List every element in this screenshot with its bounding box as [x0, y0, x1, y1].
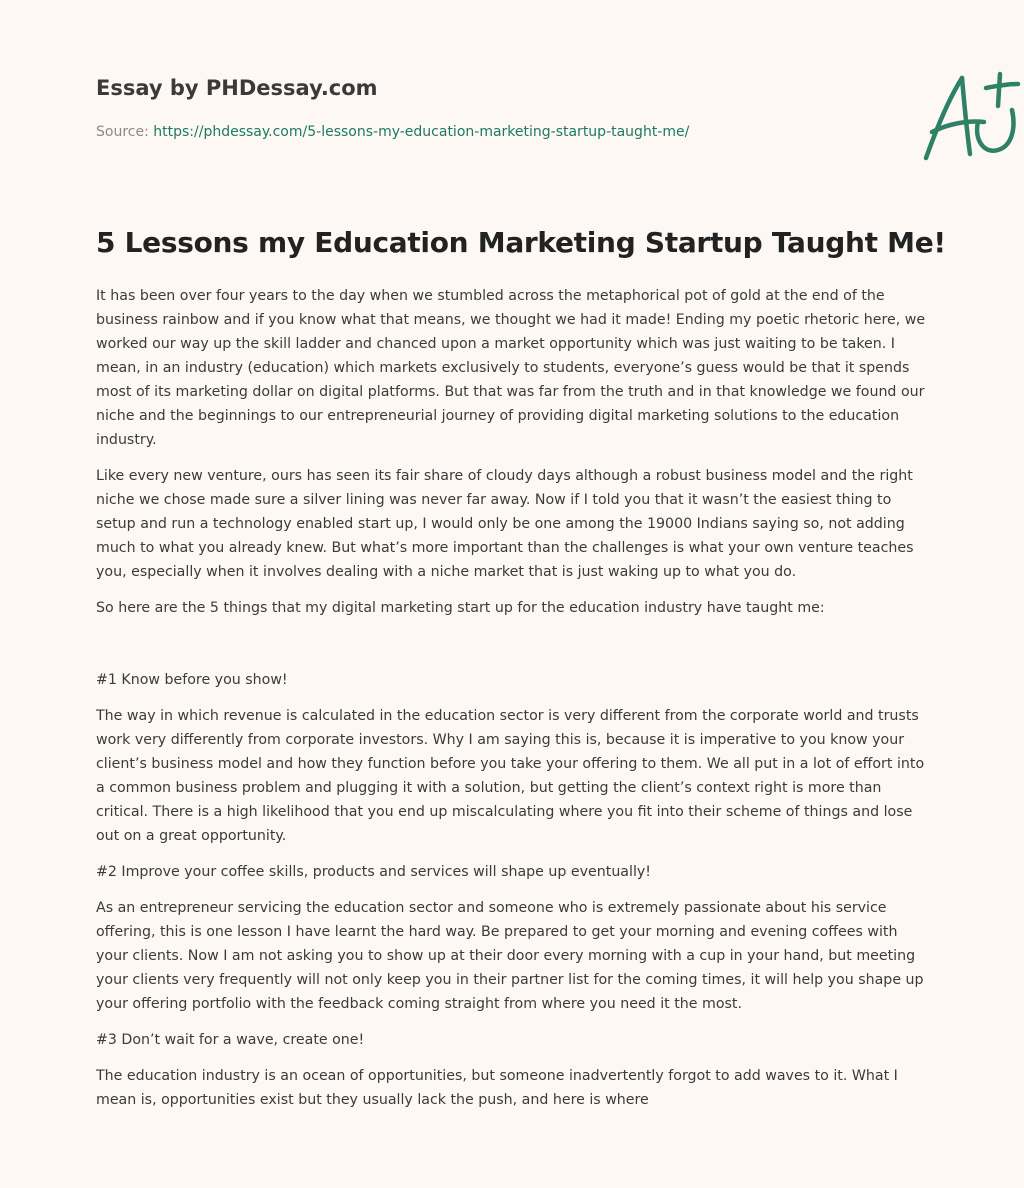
paragraph-lesson-1: The way in which revenue is calculated in the education sector is very different from the corporate world and trusts work very differently from corporate investors. Why I am saying this is, because it is imperative to you know your client’s business model and how they function before you take your offering to them. We all put in a lot of effort into a common business problem and plugging it with a solution, but getting the client’s context right is more than critical. There is a high likelihood that you end up miscalculating where you fit into their scheme of things and lose out on a great opportunity. — [96, 708, 925, 844]
source-link[interactable]: https://phdessay.com/5-lessons-my-education-marketing-startup-taught-me/ — [153, 124, 690, 140]
paragraph-2: Like every new venture, ours has seen its fair share of cloudy days although a robust business model and the right niche we chose made sure a silver lining was never far away. Now if I told you that it wasn’t the easiest thing to setup and run a technology enabled start up, I would only be one among the 19000 Indians saying so, not adding much to what you already knew. But what’s more important than the challenges is what your own venture teaches you, especially when it involves dealing with a niche market that is just waking up to what you do. — [96, 468, 914, 580]
paragraph-spacer — [96, 632, 932, 656]
heading-lesson-2: #2 Improve your coffee skills, products and services will shape up eventually! — [96, 864, 651, 880]
heading-lesson-3: #3 Don’t wait for a wave, create one! — [96, 1032, 365, 1048]
paragraph-1: It has been over four years to the day when we stumbled across the metaphorical pot of gold at the end of the business rainbow and if you know what that means, we thought we had it made! Ending my poetic rhetoric here, we worked our way up the skill ladder and chanced upon a market opportunity which was just waiting to be taken. I mean, in an industry (education) which markets exclusively to students, everyone’s guess would be that it spends most of its marketing dollar on digital platforms. But that was far from the truth and in that knowledge we found our niche and the beginnings to our entrepreneurial journey of providing digital marketing solutions to the education industry. — [96, 288, 926, 448]
paragraph-lesson-3: The education industry is an ocean of opportunities, but someone inadvertently forgot to add waves to it. What I mean is, opportunities exist but they usually lack the push, and here is where — [96, 1068, 898, 1108]
paragraph-3: So here are the 5 things that my digital marketing start up for the education industry have taught me: — [96, 600, 825, 616]
a-plus-logo-icon — [918, 70, 1022, 162]
site-title: Essay by PHDessay.com — [96, 76, 378, 100]
source-line — [96, 124, 689, 140]
essay-title: 5 Lessons my Education Marketing Startup Taught Me! — [96, 226, 946, 259]
essay-content — [96, 284, 932, 1124]
source-label: Source: — [96, 124, 154, 140]
heading-lesson-1: #1 Know before you show! — [96, 672, 288, 688]
paragraph-lesson-2: As an entrepreneur servicing the education sector and someone who is extremely passionate about his service offering, this is one lesson I have learnt the hard way. Be prepared to get your morning and evening coffees with your clients. Now I am not asking you to show up at their door every morning with a cup in your hand, but meeting your clients very frequently will not only keep you in their partner list for the coming times, it will help you shape up your offering portfolio with the feedback coming straight from where you need it the most. — [96, 900, 924, 1012]
